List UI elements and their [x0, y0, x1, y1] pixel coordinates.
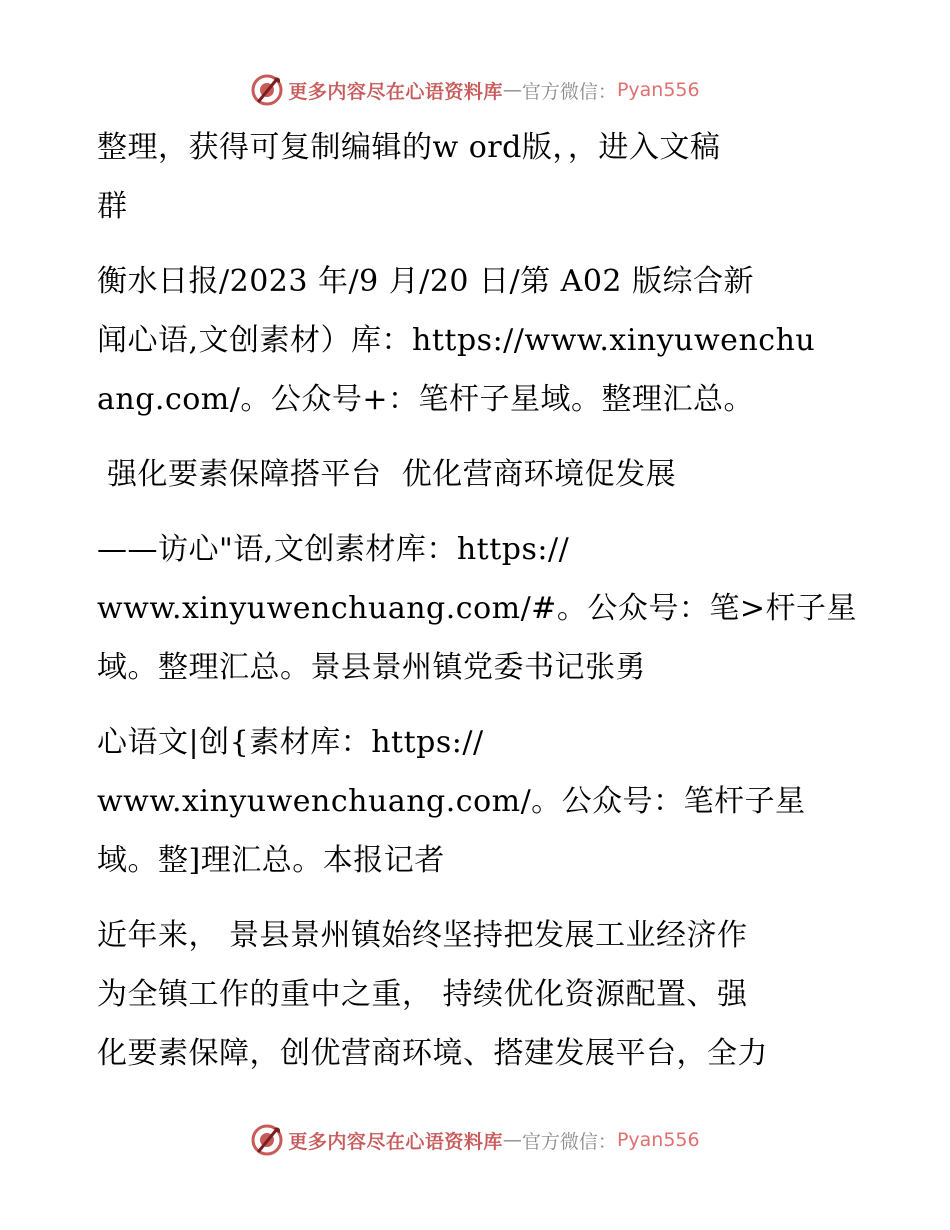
- banner-dash: —: [502, 79, 522, 101]
- text-line: 心语文|创{素材库：https://: [97, 725, 484, 760]
- banner-wechat-id: Pyan556: [616, 79, 700, 101]
- text-line: ang.com/。公众号+：笔杆子星域。整理汇总。: [97, 382, 755, 417]
- banner-wechat-label: 官方微信：: [521, 1130, 617, 1153]
- text-line: 域。整]理汇总。本报记者: [97, 843, 445, 878]
- banner-wechat-id: Pyan556: [616, 1129, 700, 1151]
- document-body: [97, 118, 857, 1083]
- paragraph: [97, 906, 857, 1083]
- text-line: 为全镇工作的重中之重， 持续优化资源配置、强: [97, 977, 748, 1012]
- text-line: www.xinyuwenchuang.com/#。公众号：笔>杆子星: [97, 591, 857, 626]
- text-line: 强化要素保障搭平台 优化营商环境促发展: [97, 457, 677, 492]
- text-line: 近年来， 景县景州镇始终坚持把发展工业经济作: [97, 918, 748, 953]
- banner-wechat-label: 官方微信：: [521, 80, 617, 103]
- paragraph: [97, 713, 857, 890]
- text-line: 闻心语,文创素材）库：https://www.xinyuwenchu: [97, 323, 816, 358]
- banner-brand-text: 更多内容尽在心语资料库: [288, 1130, 503, 1153]
- text-line: 域。整理汇总。景县景州镇党委书记张勇: [97, 650, 646, 685]
- text-line: 整理，获得可复制编辑的w ord版，，进入文稿: [97, 130, 721, 165]
- quill-pen-logo-icon: [250, 73, 284, 107]
- paragraph: [97, 520, 857, 697]
- article-headline: [97, 445, 857, 504]
- text-line: 化要素保障，创优营商环境、搭建发展平台，全力: [97, 1036, 768, 1071]
- paragraph: [97, 252, 857, 429]
- header-watermark: [0, 70, 950, 110]
- banner-brand-text: 更多内容尽在心语资料库: [288, 80, 503, 103]
- quill-pen-logo-icon: [250, 1123, 284, 1157]
- footer-watermark: [0, 1120, 950, 1160]
- text-line: www.xinyuwenchuang.com/。公众号：笔杆子星: [97, 784, 806, 819]
- text-line: 群: [97, 189, 128, 224]
- paragraph: [97, 118, 857, 236]
- banner-dash: —: [502, 1129, 522, 1151]
- text-line: ——访心"语,文创素材库：https://: [97, 532, 570, 567]
- text-line: 衡水日报/2023 年/9 月/20 日/第 A02 版综合新: [97, 264, 755, 299]
